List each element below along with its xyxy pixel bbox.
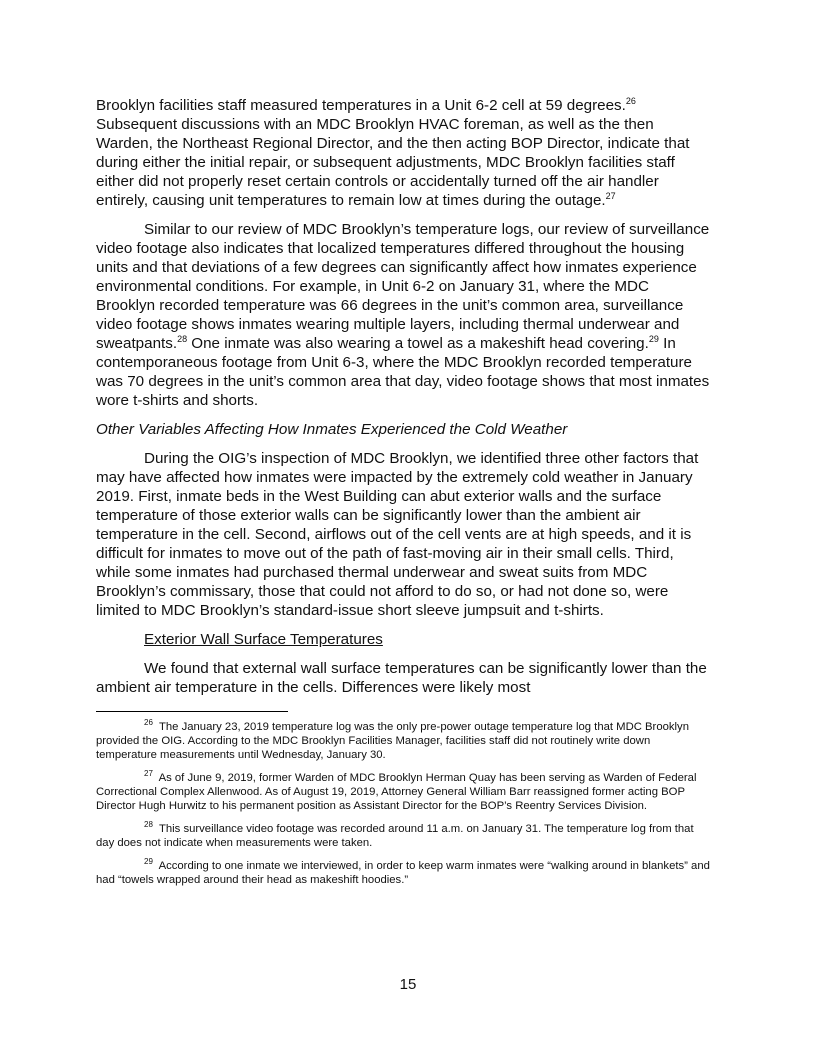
footnote-divider (96, 711, 288, 712)
paragraph-1: Brooklyn facilities staff measured temperatures in a Unit 6-2 cell at 59 degrees.$^{26}$ Subsequent discussions with an MDC Brooklyn HVAC foreman, as well as the then Warden, the Northeast Regional Director, and the then acting BOP Director, indicate that during either the initial repair, or subsequent adjustments, MDC Brooklyn facilities staff either did not properly reset certain controls or accidentally turned off the air handler entirely, causing unit temperatures to remain low at times during the outage.$^{27}$ (96, 96, 690, 209)
footnote-27: $^{27}$ As of June 9, 2019, former Warden of MDC Brooklyn Herman Quay has been serving as Warden of Federal Correctional Complex Allenwood. As of August 19, 2019, Attorney General William Barr reassigned former acting BOP Director Hugh Hurwitz to his permanent position as Assistant Director for the BOP’s Reentry Services Division. (96, 769, 697, 812)
paragraph-4: We found that external wall surface temperatures can be significantly lower than the ambient air temperature in the cells. Differences were likely most (96, 660, 707, 696)
footnote-ref-27[interactable]: 27 (605, 191, 616, 201)
section-heading: Other Variables Affecting How Inmates Experienced the Cold Weather (96, 421, 568, 438)
footnote-ref-29[interactable]: 29 (648, 334, 659, 344)
footnote-29: $^{29}$ According to one inmate we interviewed, in order to keep warm inmates were “walking around in blankets” and had “towels wrapped around their head as makeshift hoodies.” (96, 857, 710, 886)
footnote-26: $^{26}$ The January 23, 2019 temperature log was the only pre-power outage temperature log that MDC Brooklyn provided the OIG. According to the MDC Brooklyn Facilities Manager, facilities staff did not routinely write down temperature measurements until Wednesday, January 30. (96, 718, 689, 761)
footnote-ref-26[interactable]: 26 (625, 96, 636, 106)
paragraph-2: Similar to our review of MDC Brooklyn’s temperature logs, our review of surveillance video footage also indicates that localized temperatures differed throughout the housing units and that deviations of a few degrees can significantly affect how inmates experience environmental conditions. For example, in Unit 6-2 on January 31, where the MDC Brooklyn recorded temperature was 66 degrees in the unit’s common area, surveillance video footage shows inmates wearing multiple layers, including thermal underwear and sweatpants.$^{28}$ One inmate was also wearing a towel as a makeshift head covering.$^{29}$ In contemporaneous footage from Unit 6-3, where the MDC Brooklyn recorded temperature was 70 degrees in the unit’s common area that day, video footage shows that most inmates wore t-shirts and shorts. (96, 221, 710, 409)
paragraph-3: During the OIG’s inspection of MDC Brooklyn, we identified three other factors that may have affected how inmates were impacted by the extremely cold weather in January 2019. First, inmate beds in the West Building can abut exterior walls and the surface temperature of those exterior walls can be significantly lower than the ambient air temperature in the cell. Second, airflows out of the cell vents are at high speeds, and it is difficult for inmates to move out of the path of fast-moving air in their small cells. Third, while some inmates had purchased thermal underwear and sweat suits from MDC Brooklyn’s commissary, those that could not afford to do so, or had not done so, were limited to MDC Brooklyn’s standard-issue short sleeve jumpsuit and t-shirts. (96, 450, 699, 619)
page-number: 15 (399, 976, 417, 993)
footnote-28: $^{28}$ This surveillance video footage was recorded around 11 a.m. on January 31. The temperature log from that day does not indicate when measurements were taken. (96, 820, 694, 849)
document-page (96, 96, 712, 896)
footnote-ref-28[interactable]: 28 (177, 334, 188, 344)
subsection-heading: Exterior Wall Surface Temperatures (144, 631, 383, 648)
